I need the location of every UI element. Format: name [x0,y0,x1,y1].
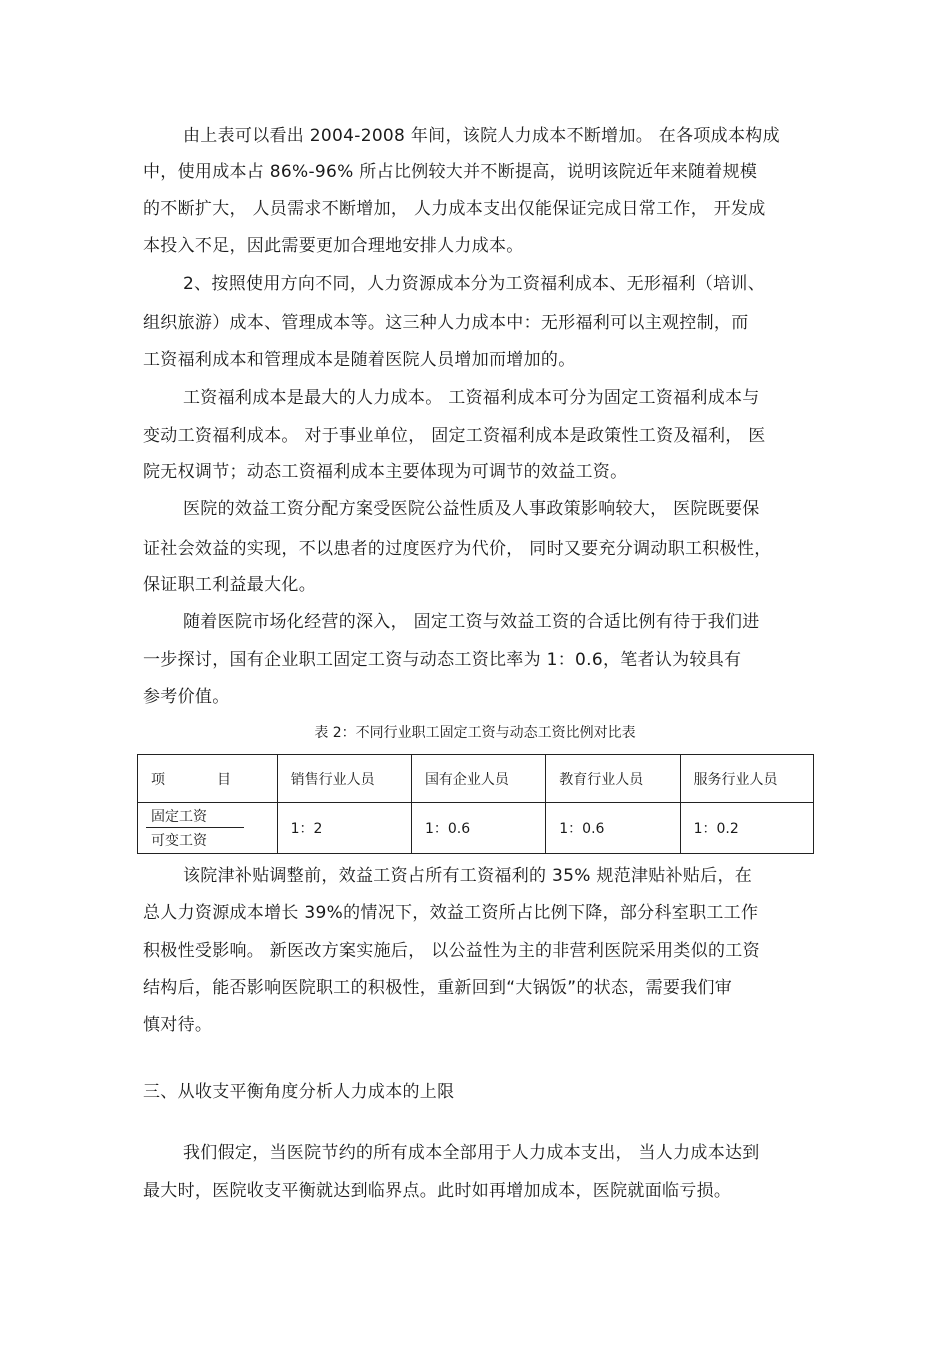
value-sales: 1：2 [277,803,411,854]
text-line: 最大时，医院收支平衡就达到临界点。此时如再增加成本，医院就面临亏损。 [143,1181,732,1201]
text-line: 的不断扩大， 人员需求不断增加， 人力成本支出仅能保证完成日常工作， 开发成 [143,199,766,219]
text-line: 积极性受影响。 新医改方案实施后， 以公益性为主的非营利医院采用类似的工资 [143,941,760,961]
text-line: 证社会效益的实现，不以患者的过度医疗为代价， 同时又要充分调动职工积极性， [143,539,772,559]
header-state-enterprise: 国有企业人员 [411,755,545,803]
text-line: 医院的效益工资分配方案受医院公益性质及人事政策影响较大， 医院既要保 [183,499,760,519]
text-line: 由上表可以看出 2004-2008 年间，该院人力成本不断增加。 在各项成本构成 [183,126,780,146]
table-caption: 表 2：不同行业职工固定工资与动态工资比例对比表 [314,725,636,741]
text-line: 随着医院市场化经营的深入， 固定工资与效益工资的合适比例有待于我们进 [183,612,760,632]
text-line: 总人力资源成本增长 39%的情况下，效益工资所占比例下降，部分科室职工工作 [143,903,759,923]
text-line: 结构后，能否影响医院职工的积极性，重新回到“大锅饭”的状态，需要我们审 [143,978,733,998]
text-line: 一步探讨，国有企业职工固定工资与动态工资比率为 1：0.6，笔者认为较具有 [143,650,742,670]
value-education: 1：0.6 [546,803,680,854]
header-item-right: 目 [217,771,231,788]
text-line: 变动工资福利成本。 对于事业单位， 固定工资福利成本是政策性工资及福利， 医 [143,426,766,446]
fraction-rule [146,827,244,828]
value-state-enterprise: 1：0.6 [411,803,545,854]
section-heading: 三、从收支平衡角度分析人力成本的上限 [143,1082,455,1102]
text-line: 慎对待。 [143,1015,213,1035]
fixed-wage-label: 固定工资 [151,809,207,825]
value-service: 1：0.2 [680,803,813,854]
wage-ratio-table [137,754,814,854]
table-header-row [138,755,814,803]
text-line: 院无权调节；动态工资福利成本主要体现为可调节的效益工资。 [143,462,628,482]
text-line: 我们假定，当医院节约的所有成本全部用于人力成本支出， 当人力成本达到 [183,1143,760,1163]
header-item-cell [138,755,278,803]
text-line: 本投入不足，因此需要更加合理地安排人力成本。 [143,236,524,256]
header-service: 服务行业人员 [680,755,813,803]
text-line: 组织旅游）成本、管理成本等。这三种人力成本中：无形福利可以主观控制，而 [143,313,749,333]
header-sales: 销售行业人员 [277,755,411,803]
text-line: 2、按照使用方向不同，人力资源成本分为工资福利成本、无形福利（培训、 [183,274,766,294]
header-item-left: 项 [151,771,165,788]
text-line: 参考价值。 [143,687,230,707]
text-line: 工资福利成本是最大的人力成本。 工资福利成本可分为固定工资福利成本与 [183,388,760,408]
text-line: 保证职工利益最大化。 [143,575,316,595]
header-education: 教育行业人员 [546,755,680,803]
ratio-label-cell [138,803,278,854]
table-row [138,803,814,854]
text-line: 工资福利成本和管理成本是随着医院人员增加而增加的。 [143,350,576,370]
text-line: 中，使用成本占 86%-96% 所占比例较大并不断提高，说明该院近年来随着规模 [143,162,758,182]
variable-wage-label: 可变工资 [151,833,207,849]
text-line: 该院津补贴调整前，效益工资占所有工资福利的 35% 规范津贴补贴后，在 [183,866,753,886]
